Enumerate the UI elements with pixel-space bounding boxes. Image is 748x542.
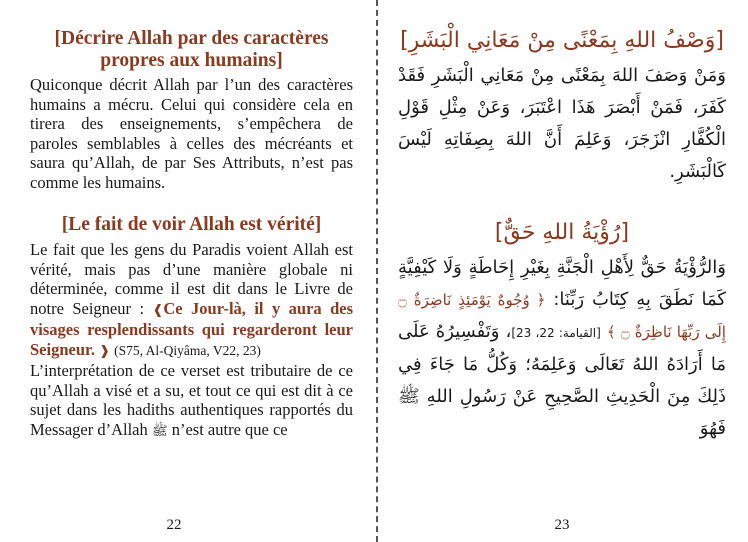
quran-quote: Ce Jour-là, il y aura des visages resplendissants qui regarderont leur Seigneur. [30, 298, 354, 359]
arabic-heading-seeing-allah: [رُؤْيَةُ اللهِ حَقٌّ] [494, 220, 630, 245]
paragraph-interpretation [30, 361, 353, 441]
arabic-paragraph-text-end: ، وَتَفْسِيرُهُ عَلَى مَا أَرَادَهُ اللهُ تَعَالَى وَعَلِمَهُ؛ وَكُلُّ مَا جَاءَ فِي ذَلِكَ مِنَ الْحَدِيثِ الصَّحِيحِ عَنْ رَسُولِ اللهِ ﷺ فَهُوَ [398, 321, 726, 439]
paragraph-text-end: n’est autre que ce [171, 419, 288, 439]
quote-reference: (S75, Al-Qiyâma, V22, 23) [114, 342, 261, 358]
paragraph-text: L’interprétation de ce verset est tributaire de ce qu’Allah a visé et a su, et tout ce qui est dit à ce sujet dans les hadiths authentiques rapportés du Messager d’Allah [30, 361, 353, 439]
quote-open-bracket: ❰ [152, 302, 164, 318]
arabic-heading-describing-allah: [وَصْفُ اللهِ بِمَعْنًى مِنْ مَعَانِي الْبَشَرِ] [400, 28, 724, 53]
quote-close-bracket: ❱ [99, 343, 110, 359]
section-heading-seeing-allah: [Le fait de voir Allah est vérité] [61, 214, 322, 235]
arabic-paragraph-text: وَالرُّؤْيَةُ حَقٌّ لِأَهْلِ الْجَنَّةِ بِغَيْرِ إِحَاطَةٍ وَلَا كَيْفِيَّةٍ كَمَا نَطَقَ بِهِ كِتَابُ رَبِّنَا: [398, 257, 726, 310]
section-heading-describing-allah: [Décrire Allah par des caractères propres aux humains] [54, 28, 329, 71]
right-page-arabic [378, 0, 748, 542]
arabic-paragraph-describing-allah: وَمَنْ وَصَفَ اللهَ بِمَعْنًى مِنْ مَعَانِي الْبَشَرِ فَقَدْ كَفَرَ، فَمَنْ أَبْصَرَ هَذَا اعْتَبَرَ، وَعَنْ مِثْلِ قَوْلِ الْكُفَّارِ انْزَجَرَ، وَعَلِمَ أَنَّ اللهَ بِصِفَاتِهِ لَيْسَ كَالْبَشَرِ. [398, 65, 726, 182]
page-number-left: 22 [166, 517, 182, 533]
paragraph-seeing-allah [30, 240, 353, 361]
salutation-icon: ﷺ [151, 423, 168, 439]
paragraph-text: Le fait que les gens du Paradis voient Allah est vérité, mais pas d’une manière globale ni déterminée, comme il est dit dans le Livre de notre Seigneur : [30, 240, 353, 318]
paragraph-describing-allah: Quiconque décrit Allah par l’un des caractères humains a mécru. Celui qui considère cela en tirera des enseignements, s’empêchera de paroles semblables à celles des mécréants et saura qu’Allah, de par Ses Attributs, n’est pas comme les humains. [30, 75, 353, 192]
arabic-quran-quote: ﴿ وُجُوهٌ يَوْمَئِذٍ نَاضِرَةٌ ۝ إِلَى رَبِّهَا نَاظِرَةٌ ۝ ﴾ [398, 291, 726, 341]
arabic-quote-reference: [القيامة: 22، 23] [511, 326, 601, 340]
page-number-right: 23 [554, 517, 570, 533]
arabic-paragraph-seeing-allah [398, 252, 726, 445]
